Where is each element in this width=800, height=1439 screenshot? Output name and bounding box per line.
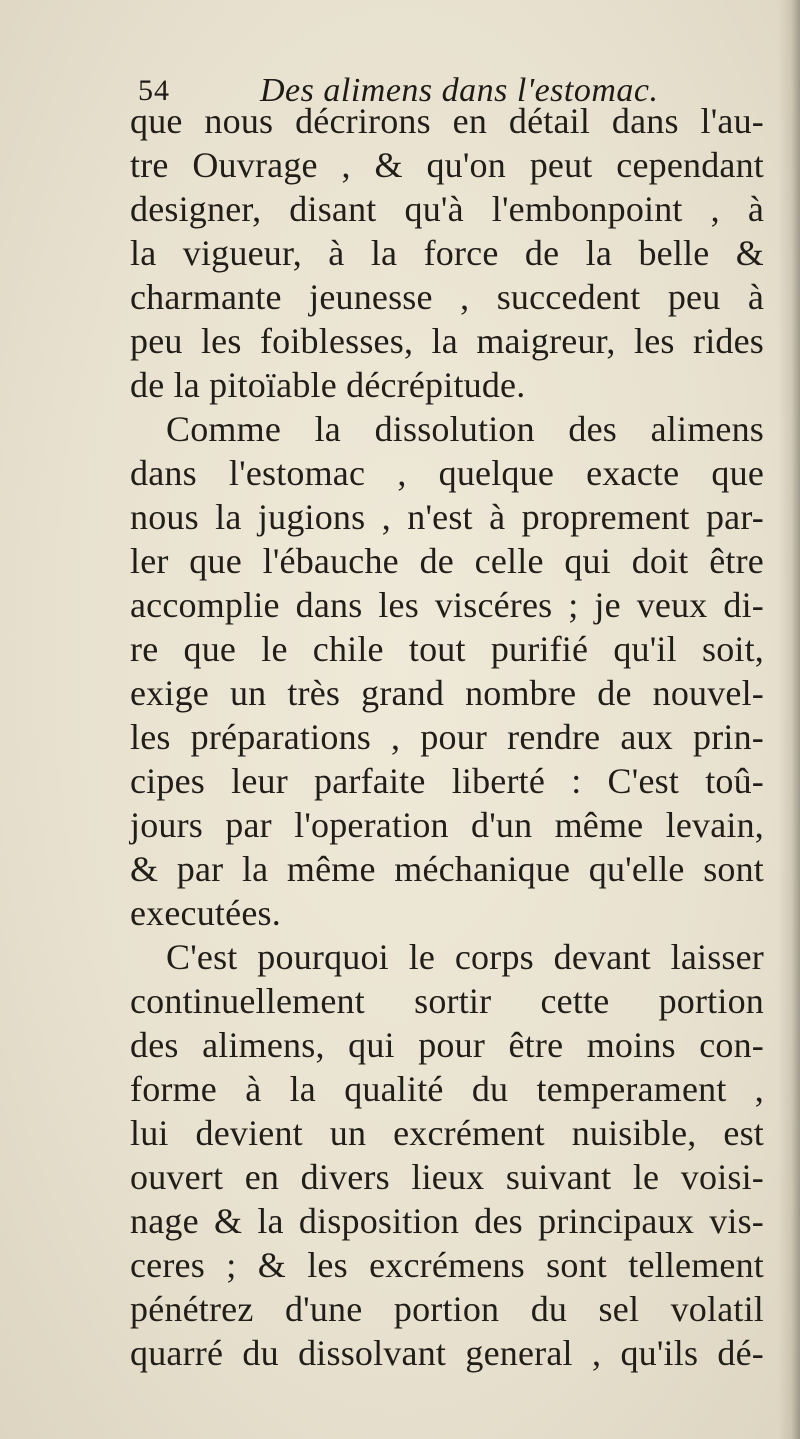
text-line: lui devient un excrément nuisible, est (130, 1113, 764, 1153)
text-line: de la pitoïable décrépitude. (130, 365, 526, 405)
text-line: peu les foiblesses, la maigreur, les rides (130, 321, 764, 361)
text-line: tre Ouvrage , & qu'on peut cependant (130, 145, 764, 185)
text-line: nous la jugions , n'est à proprement par- (130, 497, 764, 537)
text-line: jours par l'operation d'un même levain, (130, 805, 764, 845)
text-line: charmante jeunesse , succedent peu à (130, 277, 764, 317)
text-line: quarré du dissolvant general , qu'ils dé- (130, 1333, 764, 1373)
page-number: 54 (138, 74, 170, 107)
text-line: exige un très grand nombre de nouvel- (130, 673, 764, 713)
text-line: dans l'estomac , quelque exacte que (130, 453, 764, 493)
text-line: executées. (130, 893, 281, 933)
text-line: cipes leur parfaite liberté : C'est toû- (130, 761, 764, 801)
text-line: forme à la qualité du temperament , (130, 1069, 764, 1109)
text-line: les préparations , pour rendre aux prin- (130, 717, 764, 757)
text-line: nage & la disposition des principaux vis- (130, 1201, 764, 1241)
paragraph-start-line: Comme la dissolution des alimens (166, 409, 764, 449)
text-line: accomplie dans les viscéres ; je veux di- (130, 585, 764, 625)
paragraph-start-line: C'est pourquoi le corps devant laisser (166, 937, 764, 977)
text-line: continuellement sortir cette portion (130, 981, 764, 1021)
text-line: re que le chile tout purifié qu'il soit, (130, 629, 764, 669)
text-line: ceres ; & les excrémens sont tellement (130, 1245, 764, 1285)
running-title: Des alimens dans l'estomac. (260, 72, 659, 109)
text-line: des alimens, qui pour être moins con- (130, 1025, 764, 1065)
text-line: designer, disant qu'à l'embonpoint , à (130, 189, 764, 229)
text-line: ouvert en divers lieux suivant le voisi- (130, 1157, 764, 1197)
text-line: pénétrez d'une portion du sel volatil (130, 1289, 764, 1329)
text-line: & par la même méchanique qu'elle sont (130, 849, 764, 889)
text-line: que nous décrirons en détail dans l'au- (130, 101, 764, 141)
text-line: ler que l'ébauche de celle qui doit être (130, 541, 764, 581)
page-edge-shadow (778, 0, 800, 1439)
text-line: la vigueur, à la force de la belle & (130, 233, 764, 273)
